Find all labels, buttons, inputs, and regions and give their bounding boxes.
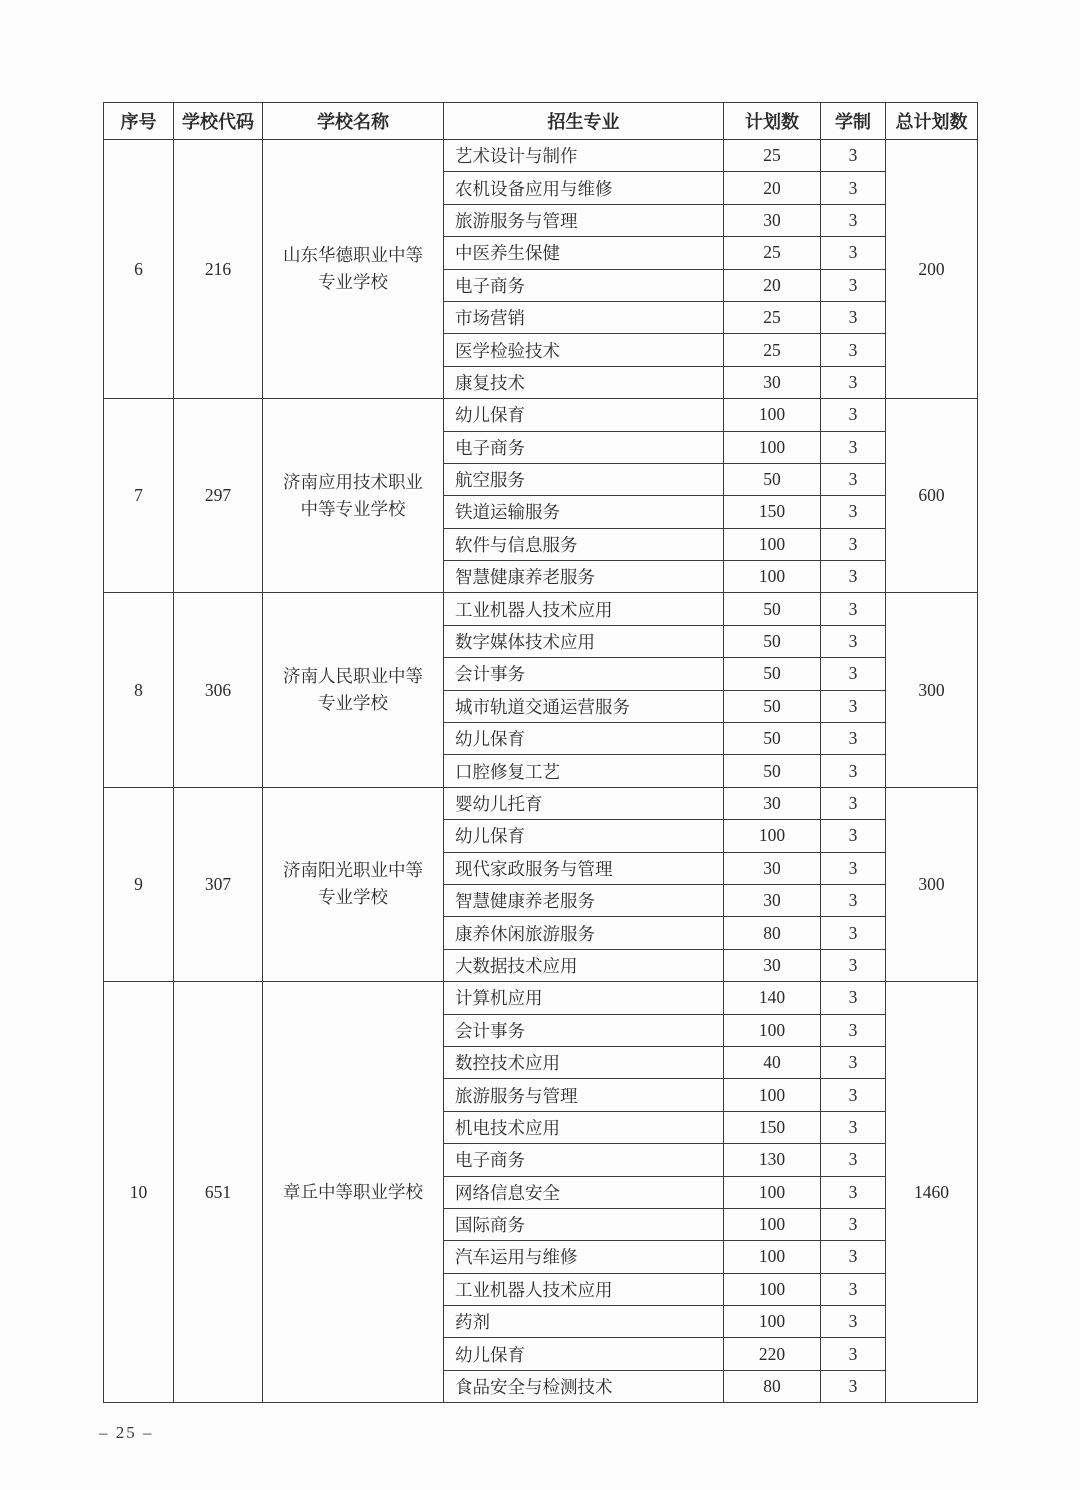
study-years: 3 (821, 399, 886, 431)
table-row (104, 140, 978, 172)
study-years: 3 (821, 884, 886, 916)
major-name: 大数据技术应用 (444, 949, 724, 981)
study-years: 3 (821, 1014, 886, 1046)
major-name: 幼儿保育 (444, 820, 724, 852)
plan-count: 30 (724, 884, 821, 916)
study-years: 3 (821, 1338, 886, 1370)
study-years: 3 (821, 334, 886, 366)
plan-count: 30 (724, 787, 821, 819)
school-code: 297 (174, 399, 263, 593)
plan-count: 50 (724, 593, 821, 625)
school-seq: 9 (104, 787, 174, 981)
column-header-years: 学制 (821, 103, 886, 140)
major-name: 幼儿保育 (444, 1338, 724, 1370)
major-name: 现代家政服务与管理 (444, 852, 724, 884)
study-years: 3 (821, 1111, 886, 1143)
plan-count: 100 (724, 1079, 821, 1111)
study-years: 3 (821, 140, 886, 172)
study-years: 3 (821, 204, 886, 236)
major-name: 数字媒体技术应用 (444, 625, 724, 657)
plan-count: 100 (724, 1014, 821, 1046)
enrollment-plan-table (103, 102, 978, 1403)
study-years: 3 (821, 593, 886, 625)
plan-count: 30 (724, 949, 821, 981)
plan-count: 50 (724, 755, 821, 787)
plan-count: 130 (724, 1144, 821, 1176)
study-years: 3 (821, 658, 886, 690)
major-name: 智慧健康养老服务 (444, 884, 724, 916)
plan-count: 20 (724, 269, 821, 301)
plan-count: 100 (724, 399, 821, 431)
major-name: 电子商务 (444, 431, 724, 463)
major-name: 市场营销 (444, 301, 724, 333)
study-years: 3 (821, 755, 886, 787)
study-years: 3 (821, 852, 886, 884)
major-name: 航空服务 (444, 463, 724, 495)
study-years: 3 (821, 690, 886, 722)
study-years: 3 (821, 496, 886, 528)
plan-count: 50 (724, 463, 821, 495)
table-row (104, 982, 978, 1014)
column-header-total: 总计划数 (886, 103, 978, 140)
table-row (104, 787, 978, 819)
school-name: 济南应用技术职业中等专业学校 (263, 399, 444, 593)
study-years: 3 (821, 269, 886, 301)
study-years: 3 (821, 1144, 886, 1176)
study-years: 3 (821, 301, 886, 333)
major-name: 数控技术应用 (444, 1046, 724, 1078)
plan-count: 20 (724, 172, 821, 204)
plan-count: 100 (724, 820, 821, 852)
major-name: 铁道运输服务 (444, 496, 724, 528)
plan-count: 100 (724, 561, 821, 593)
table-header-row (104, 103, 978, 140)
major-name: 幼儿保育 (444, 399, 724, 431)
major-name: 食品安全与检测技术 (444, 1370, 724, 1402)
major-name: 电子商务 (444, 1144, 724, 1176)
study-years: 3 (821, 1273, 886, 1305)
major-name: 会计事务 (444, 1014, 724, 1046)
plan-count: 30 (724, 852, 821, 884)
school-code: 307 (174, 787, 263, 981)
plan-count: 50 (724, 658, 821, 690)
school-name: 济南阳光职业中等专业学校 (263, 787, 444, 981)
plan-count: 25 (724, 334, 821, 366)
major-name: 工业机器人技术应用 (444, 593, 724, 625)
study-years: 3 (821, 949, 886, 981)
study-years: 3 (821, 1306, 886, 1338)
major-name: 婴幼儿托育 (444, 787, 724, 819)
study-years: 3 (821, 1046, 886, 1078)
study-years: 3 (821, 787, 886, 819)
plan-count: 100 (724, 528, 821, 560)
school-seq: 10 (104, 982, 174, 1403)
major-name: 电子商务 (444, 269, 724, 301)
plan-count: 50 (724, 690, 821, 722)
school-seq: 7 (104, 399, 174, 593)
major-name: 旅游服务与管理 (444, 204, 724, 236)
major-name: 口腔修复工艺 (444, 755, 724, 787)
study-years: 3 (821, 1079, 886, 1111)
plan-count: 140 (724, 982, 821, 1014)
column-header-seq: 序号 (104, 103, 174, 140)
study-years: 3 (821, 237, 886, 269)
school-name: 章丘中等职业学校 (263, 982, 444, 1403)
study-years: 3 (821, 1176, 886, 1208)
major-name: 旅游服务与管理 (444, 1079, 724, 1111)
major-name: 会计事务 (444, 658, 724, 690)
school-code: 216 (174, 140, 263, 399)
major-name: 医学检验技术 (444, 334, 724, 366)
plan-count: 80 (724, 917, 821, 949)
major-name: 康养休闲旅游服务 (444, 917, 724, 949)
study-years: 3 (821, 723, 886, 755)
column-header-major: 招生专业 (444, 103, 724, 140)
study-years: 3 (821, 917, 886, 949)
plan-count: 50 (724, 625, 821, 657)
plan-count: 40 (724, 1046, 821, 1078)
plan-count: 30 (724, 366, 821, 398)
school-total-plan: 600 (886, 399, 978, 593)
study-years: 3 (821, 1370, 886, 1402)
study-years: 3 (821, 625, 886, 657)
study-years: 3 (821, 982, 886, 1014)
school-total-plan: 300 (886, 593, 978, 787)
school-name: 济南人民职业中等专业学校 (263, 593, 444, 787)
plan-count: 25 (724, 301, 821, 333)
school-seq: 6 (104, 140, 174, 399)
study-years: 3 (821, 1241, 886, 1273)
plan-count: 100 (724, 1176, 821, 1208)
plan-count: 25 (724, 140, 821, 172)
study-years: 3 (821, 366, 886, 398)
plan-count: 100 (724, 431, 821, 463)
major-name: 农机设备应用与维修 (444, 172, 724, 204)
major-name: 机电技术应用 (444, 1111, 724, 1143)
major-name: 软件与信息服务 (444, 528, 724, 560)
plan-count: 220 (724, 1338, 821, 1370)
plan-count: 100 (724, 1306, 821, 1338)
study-years: 3 (821, 463, 886, 495)
school-name: 山东华德职业中等专业学校 (263, 140, 444, 399)
page-number: – 25 – (99, 1423, 154, 1442)
plan-count: 100 (724, 1273, 821, 1305)
column-header-plan: 计划数 (724, 103, 821, 140)
school-total-plan: 1460 (886, 982, 978, 1403)
school-code: 306 (174, 593, 263, 787)
major-name: 国际商务 (444, 1208, 724, 1240)
study-years: 3 (821, 1208, 886, 1240)
plan-count: 25 (724, 237, 821, 269)
plan-count: 150 (724, 496, 821, 528)
school-total-plan: 200 (886, 140, 978, 399)
major-name: 智慧健康养老服务 (444, 561, 724, 593)
study-years: 3 (821, 431, 886, 463)
study-years: 3 (821, 172, 886, 204)
plan-count: 30 (724, 204, 821, 236)
column-header-code: 学校代码 (174, 103, 263, 140)
major-name: 计算机应用 (444, 982, 724, 1014)
major-name: 幼儿保育 (444, 723, 724, 755)
major-name: 药剂 (444, 1306, 724, 1338)
plan-count: 80 (724, 1370, 821, 1402)
school-code: 651 (174, 982, 263, 1403)
plan-count: 50 (724, 723, 821, 755)
major-name: 中医养生保健 (444, 237, 724, 269)
table-row (104, 399, 978, 431)
school-total-plan: 300 (886, 787, 978, 981)
plan-count: 150 (724, 1111, 821, 1143)
major-name: 网络信息安全 (444, 1176, 724, 1208)
study-years: 3 (821, 820, 886, 852)
school-seq: 8 (104, 593, 174, 787)
study-years: 3 (821, 561, 886, 593)
major-name: 汽车运用与维修 (444, 1241, 724, 1273)
major-name: 康复技术 (444, 366, 724, 398)
plan-count: 100 (724, 1241, 821, 1273)
study-years: 3 (821, 528, 886, 560)
column-header-name: 学校名称 (263, 103, 444, 140)
major-name: 艺术设计与制作 (444, 140, 724, 172)
major-name: 城市轨道交通运营服务 (444, 690, 724, 722)
plan-count: 100 (724, 1208, 821, 1240)
major-name: 工业机器人技术应用 (444, 1273, 724, 1305)
table-row (104, 593, 978, 625)
